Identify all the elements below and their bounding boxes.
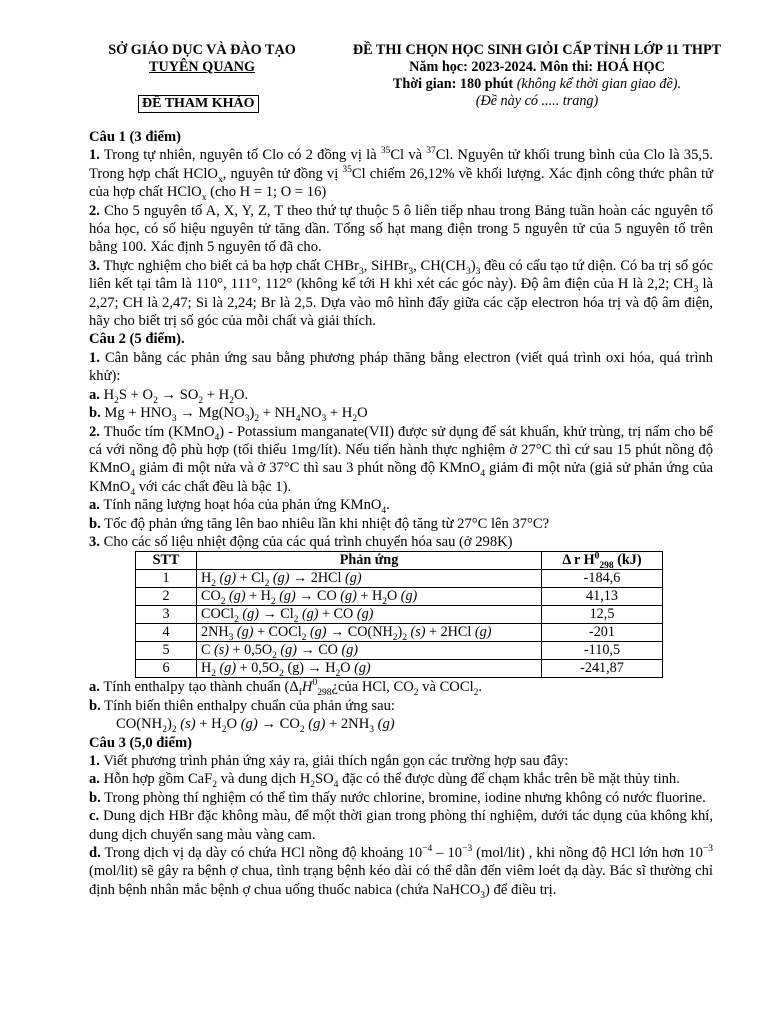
table-row bbox=[136, 570, 663, 588]
question-1-part-2: 2. Cho 5 nguyên tố A, X, Y, Z, T theo thứ tự thuộc 5 ô liên tiếp nhau trong Bảng tuần hoàn các nguyên tố hóa học, có số hiệu nguyên tử tăng dần. Tổng số hạt mang điện trong 5 nguyên tử của 5 nguyên tố trên bằng 100. Xác định 5 nguyên tố đã cho. bbox=[89, 202, 713, 256]
header-exam-info bbox=[312, 42, 762, 110]
org-line2: TUYÊN QUANG bbox=[148, 59, 256, 75]
table-body bbox=[136, 570, 663, 678]
time-label: Thời gian: 180 phút bbox=[392, 76, 514, 92]
table-cell-enthalpy: -201 bbox=[542, 624, 663, 642]
thermo-data-table bbox=[135, 551, 663, 678]
exam-time bbox=[312, 76, 762, 93]
time-note: (không kể thời gian giao đề). bbox=[516, 76, 682, 92]
table-cell-reaction: $H_2$ $(g) + 0,5O_2$ $(g) \to H_2O$ (g) bbox=[197, 660, 542, 678]
table-cell-enthalpy: -184,6 bbox=[542, 570, 663, 588]
question-2-part-3: 3. Cho các số liệu nhiệt động của các quá trình chuyển hóa sau (ở 298K) bbox=[89, 533, 513, 550]
table-cell-enthalpy: -110,5 bbox=[542, 642, 663, 660]
question-2-title: Câu 2 (5 điểm). bbox=[89, 331, 185, 348]
table-cell-reaction: COCl$_2$ $(g) \to Cl_2$ (g) + CO (g) bbox=[197, 606, 542, 624]
table-cell-reaction: $2NH_3$ (g) + COCl$_2$ $(g) \to CO(NH_2)_2$ (s) + 2HCl (g) bbox=[197, 624, 542, 642]
table-cell-stt: 1 bbox=[136, 570, 197, 588]
table-row bbox=[136, 624, 663, 642]
question-2-part-2b: b. Tốc độ phản ứng tăng lên bao nhiêu lần khi nhiệt độ tăng từ 27°C lên 37°C? bbox=[89, 515, 550, 532]
question-1-title: Câu 1 (3 điểm) bbox=[89, 129, 182, 145]
table-row bbox=[136, 588, 663, 606]
table-cell-reaction: $CO_2$ $(g) + H_2$ (g) → CO $(g) + H_2O$ (g) bbox=[197, 588, 542, 606]
table-cell-enthalpy: -241,87 bbox=[542, 660, 663, 678]
table-cell-stt: 4 bbox=[136, 624, 197, 642]
question-2-part-3b: b. Tính biến thiên enthalpy chuẩn của phản ứng sau: bbox=[89, 697, 395, 714]
table-row bbox=[136, 642, 663, 660]
table-cell-stt: 6 bbox=[136, 660, 197, 678]
question-2-part-2a: a. Tính năng lượng hoạt hóa của phản ứng KMnO$_4$. bbox=[89, 497, 390, 517]
exam-content bbox=[89, 128, 713, 899]
pages-note: (Đề này có ..... trang) bbox=[475, 93, 599, 109]
question-3-part-1c: c. Dung dịch HBr đặc không màu, để một thời gian trong phòng thí nghiệm, dưới tác dụng của không khí, dung dịch chuyển sang màu vàng cam. bbox=[89, 808, 713, 843]
question-1-part-3: 3. Thực nghiệm cho biết cả ba hợp chất CHBr$_3$, SiHBr$_3$, $CH(CH_3)_3$ đều có cấu tạo tứ diện. Có ba trị số góc liên kết tại tâm là 110°, 111°, 112° (không kể tới H khi xét các góc này). Độ âm điện của H là 2,2; $CH_3$ là 2,27; CH là 2,47; Si là 2,24; Br là 2,5. Dựa vào mô hình đẩy giữa các cặp electron hóa trị và độ âm điện, hãy cho biết trị số góc của mỗi chất và giải thích. bbox=[89, 257, 714, 330]
table-cell-reaction: C $(s) + 0,5O_2$ (g) → CO (g) bbox=[197, 642, 542, 660]
reference-exam-label: ĐỀ THAM KHẢO bbox=[138, 95, 259, 113]
table-header-row bbox=[136, 552, 663, 570]
table-cell-stt: 2 bbox=[136, 588, 197, 606]
question-2-part-1a: a. $H_2S + O_2 \to SO_2 + H_2O$. bbox=[89, 386, 249, 406]
table-cell-enthalpy: 12,5 bbox=[542, 606, 663, 624]
table-cell-reaction: $H_2$ $(g) + Cl_2$ (g) → 2HCl (g) bbox=[197, 570, 542, 588]
question-2-part-2: 2. Thuốc tím (KMnO$_4$) - Potassium manganate(VII) được sử dụng để sát khuẩn, khử trùng, trị nấm cho bể cá với nồng độ phù hợp (tối thiểu 1mg/lít). Nếu tiến hành thực nghiệm ở 27°C thì cứ sau 15 phút nồng độ KMnO$_4$ giảm đi một nửa và ở 37°C thì sau 3 phút nồng độ KMnO$_4$ giảm đi một nửa (giả sử phản ứng của KMnO$_4$ với các chất đều là bậc 1). bbox=[89, 423, 714, 498]
table-cell-enthalpy: 41,13 bbox=[542, 588, 663, 606]
table-header-enthalpy: Δ r $H^0_{298}$ (kJ) bbox=[542, 552, 663, 570]
table-header-stt: STT bbox=[136, 552, 197, 570]
exam-title: ĐỀ THI CHỌN HỌC SINH GIỎI CẤP TỈNH LỚP 11 THPT bbox=[352, 42, 722, 58]
question-3-part-1b: b. Trong phòng thí nghiệm có thể tìm thấy nước chlorine, bromine, iodine nhưng không có nước fluorine. bbox=[89, 789, 706, 806]
table-cell-stt: 5 bbox=[136, 642, 197, 660]
question-2-part-1b: b. $Mg + HNO_3 \to Mg(NO_3)_2 + NH_4NO_3 + H_2O$ bbox=[89, 405, 368, 424]
table-header-reaction: Phản ứng bbox=[197, 552, 542, 570]
question-2-part-3b-equation: $CO(NH_2)_2$ $(s) + H_2O$ $(g) \to CO_2$ $(g) + 2NH_3$ (g) bbox=[116, 716, 395, 736]
question-3-part-1d: d. Trong dịch vị dạ dày có chứa HCl nồng độ khoảng $10^{-4} - 10^{-3}$ (mol/lit) , khi nồng độ HCl lớn hơn $10^{-3}$ (mol/lit) sẽ gây ra bệnh ợ chua, tình trạng bệnh kéo dài có thể dẫn đến viêm loét dạ dày. Bác sĩ thường chỉ định bệnh nhân mắc bệnh ợ chua uống thuốc nabica (chứa NaHCO$_3$) để điều trị. bbox=[89, 844, 714, 901]
question-3-part-1a: a. Hỗn hợp gồm CaF$_2$ và dung dịch $H_2SO_4$ đặc có thể được dùng để chạm khắc trên bề mặt thủy tinh. bbox=[89, 771, 680, 791]
org-line1: SỞ GIÁO DỤC VÀ ĐÀO TẠO bbox=[108, 42, 296, 58]
table-row bbox=[136, 660, 663, 678]
header-organization bbox=[92, 42, 312, 76]
exam-year-subject: Năm học: 2023-2024. Môn thi: HOÁ HỌC bbox=[409, 59, 665, 75]
question-3-title: Câu 3 (5,0 điểm) bbox=[89, 734, 192, 751]
question-2-part-3a: a. Tính enthalpy tạo thành chuẩn ($\Delta_fH^0_{298}¿của$ HCl, $CO_2$ và COCl$_2$. bbox=[89, 678, 483, 699]
question-1-part-1: 1. Trong tự nhiên, nguyên tố Clo có 2 đồng vị là $^{35}$Cl và $^{37}$Cl. Nguyên tử khối trung bình của Clo là 35,5. Trong hợp chất HClO$_x$, nguyên tử đồng vị $^{35}$Cl chiếm 26,12% về khối lượng. Xác định công thức phân tử của hợp chất HClO$_x$ (cho H = 1; O = 16) bbox=[89, 146, 714, 204]
table-cell-stt: 3 bbox=[136, 606, 197, 624]
table-row bbox=[136, 606, 663, 624]
question-3-part-1: 1. Viết phương trình phản ứng xảy ra, giải thích ngắn gọn các trường hợp sau đây: bbox=[89, 752, 569, 769]
question-2-part-1: 1. Cân bằng các phản ứng sau bằng phương pháp thăng bằng electron (viết quá trình oxi hóa, quá trình khử): bbox=[89, 349, 713, 385]
